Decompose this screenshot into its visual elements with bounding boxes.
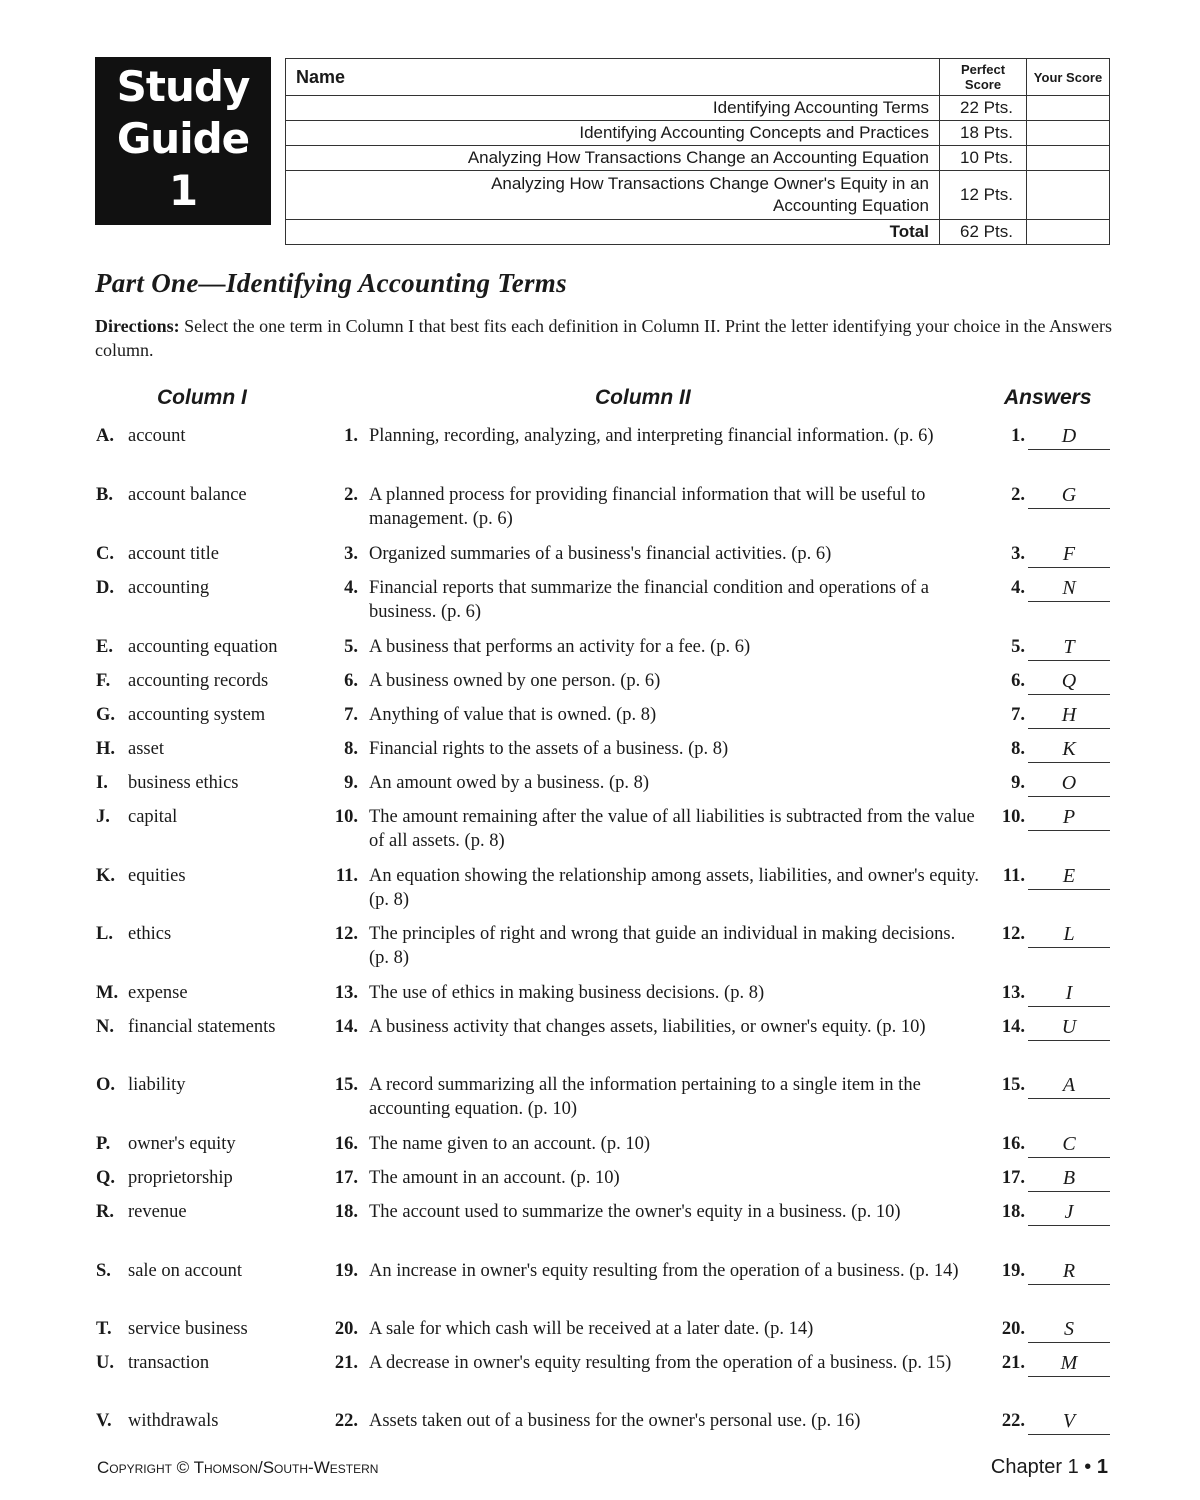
term-letter: A. xyxy=(96,426,114,446)
definition-text: A business activity that changes assets, liabilities, or owner's equity. (p. 10) xyxy=(369,1017,926,1037)
answer-number: 1. xyxy=(1011,426,1025,446)
answer-field[interactable]: K xyxy=(1028,737,1110,763)
term-text: business ethics xyxy=(128,773,239,793)
answer-number: 13. xyxy=(1001,983,1025,1003)
answer-field[interactable]: U xyxy=(1028,1015,1110,1041)
term-text: sale on account xyxy=(128,1261,243,1281)
definition-number: 11. xyxy=(335,866,358,886)
term xyxy=(96,576,326,600)
answer-field[interactable]: M xyxy=(1028,1351,1110,1377)
term-text: asset xyxy=(128,739,164,759)
term-letter: B. xyxy=(96,485,113,505)
column-2-header: Column II xyxy=(595,386,691,409)
definition-number: 18. xyxy=(334,1202,358,1222)
definition-number: 17. xyxy=(334,1168,358,1188)
score-row-points: 22 Pts. xyxy=(940,96,1027,121)
definition-text: Organized summaries of a business's financial activities. (p. 6) xyxy=(369,544,832,564)
answers-header: Answers xyxy=(1004,386,1092,409)
term xyxy=(96,1259,326,1283)
definition-text: The name given to an account. (p. 10) xyxy=(369,1134,650,1154)
term xyxy=(96,703,326,727)
answer-field[interactable]: J xyxy=(1028,1200,1110,1226)
term-letter: J. xyxy=(96,807,110,827)
study-guide-line-2: Guide xyxy=(116,114,250,163)
term-letter: F. xyxy=(96,671,111,691)
definition-text: Assets taken out of a business for the owner's personal use. (p. 16) xyxy=(369,1411,861,1431)
term-text: transaction xyxy=(128,1353,210,1373)
term-letter: K. xyxy=(96,866,116,886)
term xyxy=(96,483,326,507)
answer-field[interactable]: S xyxy=(1028,1317,1110,1343)
answer-field[interactable]: F xyxy=(1028,542,1110,568)
term xyxy=(96,1073,326,1097)
term-text: revenue xyxy=(128,1202,187,1222)
definition-text: A decrease in owner's equity resulting from the operation of a business. (p. 15) xyxy=(369,1353,952,1373)
answer-field[interactable]: T xyxy=(1028,635,1110,661)
definition-number: 20. xyxy=(334,1319,358,1339)
term-text: service business xyxy=(128,1319,248,1339)
answer-field[interactable]: Q xyxy=(1028,669,1110,695)
answer-field[interactable]: B xyxy=(1028,1166,1110,1192)
definition-text: An increase in owner's equity resulting from the operation of a business. (p. 14) xyxy=(369,1261,959,1281)
answer-field[interactable]: I xyxy=(1028,981,1110,1007)
term-text: accounting system xyxy=(128,705,266,725)
term-text: equities xyxy=(128,866,186,886)
total-label: Total xyxy=(286,220,940,245)
score-row-label: Analyzing How Transactions Change Owner's Equity in an Accounting Equation xyxy=(286,171,940,220)
term xyxy=(96,1351,326,1375)
answer-number: 8. xyxy=(1011,739,1025,759)
definition-number: 16. xyxy=(334,1134,358,1154)
score-row-label: Identifying Accounting Terms xyxy=(286,96,940,121)
term-letter: L. xyxy=(96,924,113,944)
definition-text: A business that performs an activity for a fee. (p. 6) xyxy=(369,637,751,657)
term-text: owner's equity xyxy=(128,1134,236,1154)
answer-number: 6. xyxy=(1011,671,1025,691)
definition-number: 4. xyxy=(344,578,358,598)
perfect-score-header: Perfect Score xyxy=(940,59,1027,96)
score-row-label: Analyzing How Transactions Change an Accounting Equation xyxy=(286,146,940,171)
answer-number: 11. xyxy=(1002,866,1025,886)
term-letter: R. xyxy=(96,1202,114,1222)
term-letter: Q. xyxy=(96,1168,116,1188)
term xyxy=(96,771,326,795)
term xyxy=(96,669,326,693)
term-letter: V. xyxy=(96,1411,112,1431)
term-text: expense xyxy=(128,983,188,1003)
score-row-points: 18 Pts. xyxy=(940,121,1027,146)
term xyxy=(96,1200,326,1224)
definition-number: 12. xyxy=(334,924,358,944)
answer-number: 5. xyxy=(1011,637,1025,657)
definition-number: 15. xyxy=(334,1075,358,1095)
definition-text: A business owned by one person. (p. 6) xyxy=(369,671,661,691)
answer-field[interactable]: E xyxy=(1028,864,1110,890)
directions-label: Directions: xyxy=(95,316,180,336)
term xyxy=(96,1132,326,1156)
score-row-label: Identifying Accounting Concepts and Practices xyxy=(286,121,940,146)
definition-text: The amount remaining after the value of all liabilities is subtracted from the value of all assets. (p. 8) xyxy=(369,807,975,851)
definition-text: Planning, recording, analyzing, and interpreting financial information. (p. 6) xyxy=(369,426,934,446)
term-letter: E. xyxy=(96,637,113,657)
definition-number: 5. xyxy=(344,637,358,657)
term-letter: D. xyxy=(96,578,114,598)
score-row-points: 10 Pts. xyxy=(940,146,1027,171)
definition-number: 19. xyxy=(334,1261,358,1281)
term-letter: C. xyxy=(96,544,114,564)
name-field[interactable]: Name xyxy=(286,59,940,96)
copyright: Copyright © Thomson/South-Western xyxy=(97,1458,379,1477)
answer-number: 2. xyxy=(1011,485,1025,505)
term xyxy=(96,1015,326,1039)
term xyxy=(96,1409,326,1433)
definition-text: An equation showing the relationship among assets, liabilities, and owner's equity. (p. 8) xyxy=(369,866,979,910)
term-letter: O. xyxy=(96,1075,116,1095)
term-text: account title xyxy=(128,544,219,564)
term-text: account xyxy=(128,426,186,446)
your-score-header: Your Score xyxy=(1027,59,1110,96)
answer-number: 7. xyxy=(1011,705,1025,725)
column-1-header: Column I xyxy=(157,386,247,409)
answer-number: 12. xyxy=(1001,924,1025,944)
term xyxy=(96,864,326,888)
term-letter: P. xyxy=(96,1134,111,1154)
definition-number: 9. xyxy=(344,773,358,793)
term-text: accounting records xyxy=(128,671,269,691)
study-guide-line-1: Study xyxy=(116,62,250,111)
term-text: accounting equation xyxy=(128,637,278,657)
term-letter: N. xyxy=(96,1017,114,1037)
definition-text: A record summarizing all the information pertaining to a single item in the accounting equation. (p. 10) xyxy=(369,1075,921,1119)
definition-text: Financial rights to the assets of a business. (p. 8) xyxy=(369,739,729,759)
definition-text: The use of ethics in making business decisions. (p. 8) xyxy=(369,983,765,1003)
definition-number: 8. xyxy=(344,739,358,759)
page-number: 1 xyxy=(1096,1456,1108,1478)
answer-number: 17. xyxy=(1001,1168,1025,1188)
definition-number: 7. xyxy=(344,705,358,725)
answer-field[interactable]: H xyxy=(1028,703,1110,729)
part-title: Part One—Identifying Accounting Terms xyxy=(95,268,567,298)
term-letter: U. xyxy=(96,1353,114,1373)
answer-number: 3. xyxy=(1011,544,1025,564)
answer-number: 18. xyxy=(1001,1202,1025,1222)
definition-text: Anything of value that is owned. (p. 8) xyxy=(369,705,657,725)
answer-field[interactable]: A xyxy=(1028,1073,1110,1099)
term-text: capital xyxy=(128,807,178,827)
definition-number: 1. xyxy=(344,426,358,446)
definition-number: 6. xyxy=(344,671,358,691)
term xyxy=(96,981,326,1005)
term-letter: T. xyxy=(96,1319,112,1339)
total-points: 62 Pts. xyxy=(940,220,1027,245)
answer-field[interactable]: R xyxy=(1028,1259,1110,1285)
term xyxy=(96,1166,326,1190)
answer-number: 19. xyxy=(1001,1261,1025,1281)
term xyxy=(96,635,326,659)
answer-field[interactable]: P xyxy=(1028,805,1110,831)
term xyxy=(96,922,326,946)
term xyxy=(96,424,326,448)
answer-number: 10. xyxy=(1001,807,1025,827)
definition-text: The amount in an account. (p. 10) xyxy=(369,1168,620,1188)
term xyxy=(96,1317,326,1341)
directions-text: Select the one term in Column I that best fits each definition in Column II. Print the letter identifying your choice in the Answers column. xyxy=(95,316,1112,360)
term-letter: G. xyxy=(96,705,116,725)
answer-number: 21. xyxy=(1001,1353,1025,1373)
answer-number: 20. xyxy=(1001,1319,1025,1339)
definition-number: 3. xyxy=(344,544,358,564)
answer-field[interactable]: C xyxy=(1028,1132,1110,1158)
term-text: liability xyxy=(128,1075,186,1095)
term-text: financial statements xyxy=(128,1017,276,1037)
page-footer xyxy=(991,1456,1108,1479)
term-letter: H. xyxy=(96,739,116,759)
definition-text: The account used to summarize the owner's equity in a business. (p. 10) xyxy=(369,1202,901,1222)
answer-field[interactable]: N xyxy=(1028,576,1110,602)
definition-number: 13. xyxy=(334,983,358,1003)
answer-number: 16. xyxy=(1001,1134,1025,1154)
score-row-points: 12 Pts. xyxy=(940,171,1027,220)
study-guide-line-3: 1 xyxy=(168,166,198,215)
term xyxy=(96,805,326,829)
term-letter: S. xyxy=(96,1261,111,1281)
definition-number: 22. xyxy=(334,1411,358,1431)
definition-number: 10. xyxy=(334,807,358,827)
definition-text: The principles of right and wrong that guide an individual in making decisions. (p. 8) xyxy=(369,924,956,968)
term-letter: I. xyxy=(96,773,108,793)
definition-number: 14. xyxy=(334,1017,358,1037)
definition-text: An amount owed by a business. (p. 8) xyxy=(369,773,650,793)
term-text: ethics xyxy=(128,924,172,944)
term-text: accounting xyxy=(128,578,210,598)
answer-field[interactable]: L xyxy=(1028,922,1110,948)
chapter-label: Chapter 1 • xyxy=(990,1456,1097,1478)
answer-field[interactable]: O xyxy=(1028,771,1110,797)
answer-field[interactable]: G xyxy=(1028,483,1110,509)
answer-number: 15. xyxy=(1001,1075,1025,1095)
term-letter: M. xyxy=(96,983,119,1003)
answer-field[interactable]: V xyxy=(1028,1409,1110,1435)
answer-number: 14. xyxy=(1001,1017,1025,1037)
term-text: account balance xyxy=(128,485,247,505)
term-text: proprietorship xyxy=(128,1168,233,1188)
answer-number: 4. xyxy=(1011,578,1025,598)
definition-text: A planned process for providing financial information that will be useful to management. (p. 6) xyxy=(369,485,926,529)
answer-field[interactable]: D xyxy=(1028,424,1110,450)
term-text: withdrawals xyxy=(128,1411,219,1431)
term xyxy=(96,542,326,566)
definition-number: 21. xyxy=(334,1353,358,1373)
term xyxy=(96,737,326,761)
definition-text: A sale for which cash will be received at a later date. (p. 14) xyxy=(369,1319,814,1339)
answer-number: 22. xyxy=(1001,1411,1025,1431)
answer-number: 9. xyxy=(1011,773,1025,793)
definition-number: 2. xyxy=(344,485,358,505)
definition-text: Financial reports that summarize the financial condition and operations of a business. (p. 6) xyxy=(369,578,929,622)
